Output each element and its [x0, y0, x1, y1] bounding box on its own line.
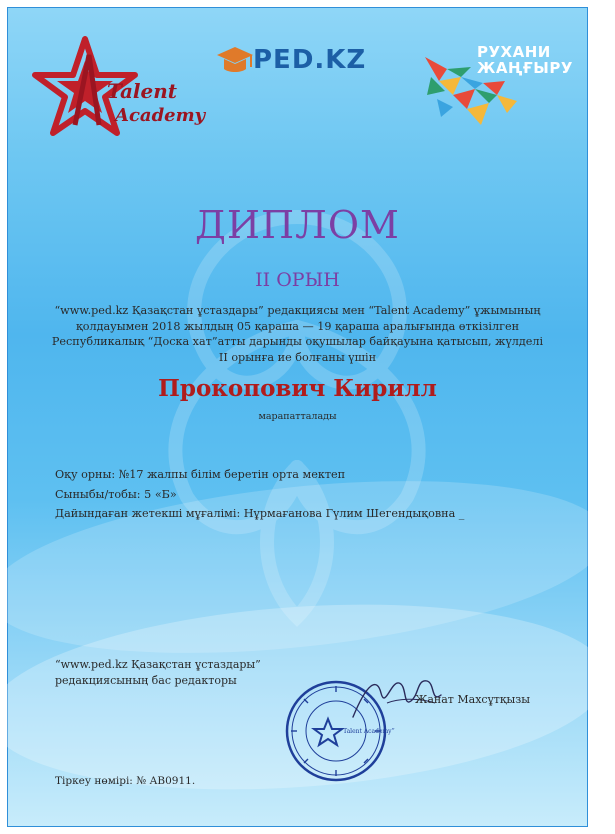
diploma-body: [47, 303, 548, 365]
teacher-row: [55, 504, 464, 524]
seal-text: “Talent Academy”: [340, 728, 395, 735]
school-value: №17 жалпы білім беретін орта мектеп: [118, 468, 346, 481]
diploma-body-line: II орынға ие болғаны үшін: [218, 350, 377, 364]
school-row: [55, 465, 464, 485]
graduation-cap-icon: [215, 43, 255, 79]
diploma-body-line: қолдауымен 2018 жылдың 05 қараша — 19 қараша аралығында өткізілген: [75, 319, 520, 333]
diploma-place: II ОРЫН: [255, 269, 340, 291]
editor-line2: редакциясының бас редакторы: [55, 674, 237, 687]
rukhani-logo-line1: РУХАНИ: [477, 43, 551, 61]
diploma-body-line: “www.ped.kz Қазақстан ұстаздары” редакциясы мен “Talent Academy” ұжымының: [54, 304, 541, 317]
ped-kz-logo: [215, 43, 377, 79]
talent-academy-logo: [35, 35, 206, 137]
ped-kz-logo-text: PED.KZ: [253, 45, 367, 75]
school-label: Оқу орны:: [55, 468, 116, 481]
registration-value: № АВ0911.: [136, 775, 196, 787]
teacher-label: Дайындаған жетекші мұғалімі:: [55, 507, 241, 520]
editor-block: [55, 657, 261, 689]
editor-line1: “www.ped.kz Қазақстан ұстаздары”: [55, 658, 261, 671]
teacher-value: Нұрмағанова Гүлим Шегендықовна _: [243, 507, 465, 520]
recipient-info: [55, 465, 464, 524]
rukhani-zhangyru-logo: [417, 37, 577, 131]
registration-number: [55, 775, 195, 787]
talent-academy-logo-line2: Academy: [115, 105, 206, 126]
diploma-title: ДИПЛОМ: [195, 203, 400, 247]
editor-name: Жанат Махсұтқызы: [415, 693, 531, 706]
talent-academy-logo-line1: Talent: [107, 79, 178, 103]
diploma-body-line: Республикалық “Доска хат”атты дарынды оқушылар байқауына қатысып, жүлделі: [51, 335, 544, 348]
class-row: [55, 485, 464, 505]
rukhani-logo-line2: ЖАҢҒЫРУ: [477, 59, 573, 77]
class-label: Сыныбы/тобы:: [55, 487, 141, 501]
awarded-text: марапатталады: [258, 411, 337, 422]
class-value: 5 «Б»: [144, 487, 177, 501]
recipient-name: Прокопович Кирилл: [158, 375, 437, 402]
registration-label: Тіркеу нөмірі:: [55, 775, 133, 787]
